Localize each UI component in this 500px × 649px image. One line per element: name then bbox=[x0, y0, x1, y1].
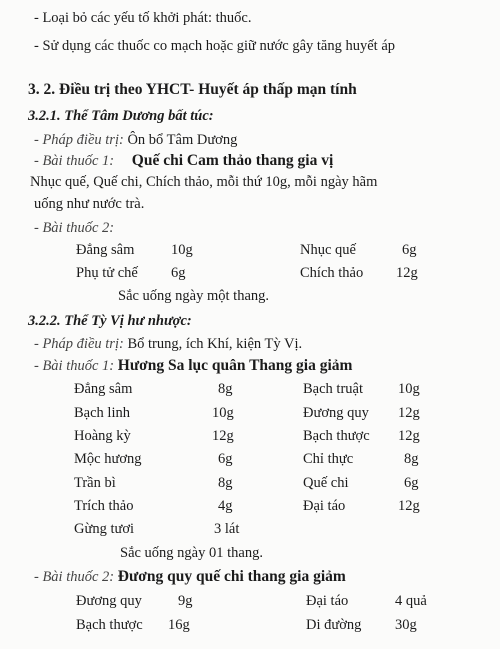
herb-dose: 6g bbox=[171, 265, 186, 281]
herb-name: Chích thảo bbox=[300, 265, 364, 281]
herb-dose: 12g bbox=[398, 405, 420, 421]
herb-dose: 12g bbox=[398, 428, 420, 444]
herb-dose: 6g bbox=[404, 475, 419, 491]
remedy-line-2 bbox=[34, 357, 352, 375]
herb-dose: 6g bbox=[402, 242, 417, 258]
method-line-2 bbox=[34, 336, 302, 353]
herb-name: Trích thảo bbox=[74, 498, 134, 514]
remedy-name: Hương Sa lục quân Thang gia giảm bbox=[117, 357, 353, 374]
remedy-label: - Bài thuốc 2: bbox=[34, 569, 115, 585]
herb-name: Di đường bbox=[306, 617, 362, 633]
method-line-1 bbox=[34, 132, 237, 149]
remedy-name: Quế chi Cam thảo thang gia vị bbox=[131, 152, 334, 169]
herb-dose: 12g bbox=[396, 265, 418, 281]
herb-dose: 3 lát bbox=[214, 521, 240, 537]
herb-dose: 6g bbox=[218, 451, 233, 467]
herb-name: Bạch truật bbox=[303, 381, 363, 397]
herb-dose: 8g bbox=[404, 451, 419, 467]
subsection-heading-1: 3.2.1. Thể Tâm Dương bất túc: bbox=[28, 108, 214, 124]
herb-name: Bạch thược bbox=[76, 617, 143, 633]
instruction: Sắc uống ngày 01 thang. bbox=[120, 545, 263, 561]
herb-dose: 8g bbox=[218, 381, 233, 397]
herb-name: Trần bì bbox=[74, 475, 116, 491]
herb-dose: 12g bbox=[398, 498, 420, 514]
herb-name: Phụ tử chế bbox=[76, 265, 138, 281]
herb-name: Đương quy bbox=[76, 593, 142, 609]
remedy-name: Đương quy quế chi thang gia giảm bbox=[117, 568, 346, 585]
herb-dose: 10g bbox=[212, 405, 234, 421]
herb-dose: 12g bbox=[212, 428, 234, 444]
remedy-2-label: - Bài thuốc 2: bbox=[34, 220, 115, 236]
herb-name: Đại táo bbox=[306, 593, 349, 609]
section-heading: 3. 2. Điều trị theo YHCT- Huyết áp thấp mạn tính bbox=[28, 81, 357, 98]
herb-dose: 9g bbox=[178, 593, 193, 609]
method-label: - Pháp điều trị: bbox=[34, 132, 124, 148]
herb-dose: 30g bbox=[395, 617, 417, 633]
herb-name: Bạch linh bbox=[74, 405, 130, 421]
remedy-line-3 bbox=[34, 568, 346, 586]
herb-name: Đương quy bbox=[303, 405, 369, 421]
remedy-line-1 bbox=[34, 152, 333, 170]
herb-name: Đẳng sâm bbox=[76, 242, 135, 258]
intro-line-1: - Loại bỏ các yếu tố khởi phát: thuốc. bbox=[34, 10, 252, 26]
herb-dose: 16g bbox=[168, 617, 190, 633]
method-label: - Pháp điều trị: bbox=[34, 336, 124, 352]
intro-line-2: - Sử dụng các thuốc co mạch hoặc giữ nước gây tăng huyết áp bbox=[34, 38, 396, 54]
subsection-heading-2: 3.2.2. Thể Tỳ Vị hư nhược: bbox=[28, 313, 192, 329]
herb-dose: 4 quả bbox=[395, 593, 427, 609]
herb-name: Quế chi bbox=[303, 475, 349, 491]
remedy-desc-line-2: uống như nước trà. bbox=[34, 196, 145, 212]
remedy-label: - Bài thuốc 1: bbox=[34, 153, 115, 169]
herb-name: Đẳng sâm bbox=[74, 381, 133, 397]
herb-name: Bạch thược bbox=[303, 428, 370, 444]
herb-dose: 10g bbox=[398, 381, 420, 397]
instruction: Sắc uống ngày một thang. bbox=[118, 288, 270, 304]
remedy-label: - Bài thuốc 1: bbox=[34, 358, 115, 374]
herb-name: Mộc hương bbox=[74, 451, 142, 467]
herb-dose: 8g bbox=[218, 475, 233, 491]
herb-name: Nhục quế bbox=[300, 242, 356, 258]
method-text: Bổ trung, ích Khí, kiện Tỳ Vị. bbox=[127, 336, 303, 352]
herb-name: Hoàng kỳ bbox=[74, 428, 131, 444]
herb-name: Đại táo bbox=[303, 498, 346, 514]
herb-dose: 10g bbox=[171, 242, 193, 258]
herb-dose: 4g bbox=[218, 498, 233, 514]
herb-name: Chỉ thực bbox=[303, 451, 354, 467]
herb-name: Gừng tươi bbox=[74, 521, 135, 537]
remedy-desc-line-1: Nhục quế, Quế chi, Chích thảo, mỗi thứ 10g, mỗi ngày hãm bbox=[30, 174, 378, 190]
method-text: Ôn bổ Tâm Dương bbox=[127, 132, 238, 148]
